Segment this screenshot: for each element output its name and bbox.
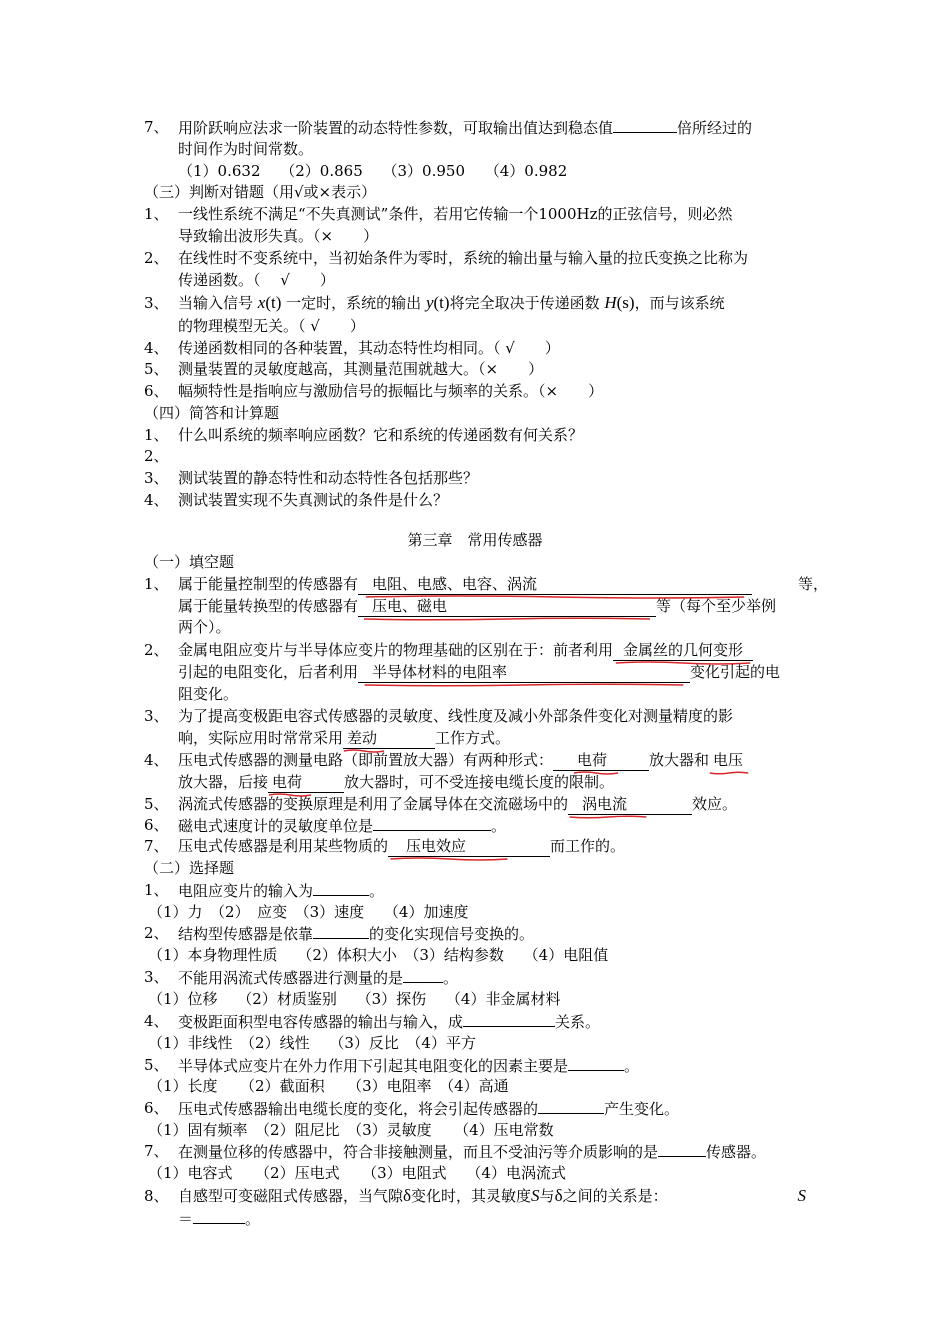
- question-text-cont: 的物理模型无关。（ √ ）: [178, 317, 365, 335]
- section-title: （四）简答和计算题: [144, 404, 280, 422]
- question-text: 压电式传感器的测量电路（即前置放大器）有两种形式： 电荷 放大器和 电压: [178, 750, 749, 770]
- section-title: （三）判断对错题（用√或×表示）: [144, 183, 377, 201]
- answer-underline: 电压: [709, 750, 749, 770]
- red-annotation-line: [358, 683, 690, 685]
- math-S: S: [531, 1186, 540, 1205]
- question-options: （1）非线性 （2）线性 （3）反比 （4）平方: [148, 1034, 476, 1052]
- question-text: 金属电阻应变片与半导体应变片的物理基础的区别在于：前者利用 金属丝的几何变形: [178, 640, 753, 660]
- math-x: x: [257, 293, 266, 312]
- question-text: 在线性时不变系统中，当初始条件为零时，系统的输出量与输入量的拉氏变换之比称为: [178, 249, 749, 267]
- question-number: 5、: [144, 360, 169, 378]
- question-text-cont: 放大器，后接 电荷 放大器时，可不受连接电缆长度的限制。: [178, 772, 614, 792]
- math-H: H: [604, 293, 617, 312]
- answer-blank: [538, 1098, 604, 1114]
- section-title: （一）填空题: [144, 553, 235, 571]
- answer-blank: [463, 1011, 555, 1027]
- question-options: （1）位移 （2）材质鉴别 （3）探伤 （4）非金属材料: [148, 990, 561, 1008]
- question-text: 磁电式速度计的灵敏度单位是 。: [178, 817, 507, 835]
- answer-underline: 半导体材料的电阻率: [358, 662, 690, 683]
- answer-blank: [613, 117, 677, 133]
- chapter-title: 第三章 常用传感器: [407, 531, 543, 549]
- question-number: 8、: [144, 1187, 169, 1205]
- question-text: 当输入信号 x(t) 一定时，系统的输出 y(t)将完全取决于传递函数 H(s)，而与该系统: [178, 293, 725, 312]
- question-text: 传递函数相同的各种装置，其动态特性均相同。（ √ ）: [178, 339, 560, 357]
- question-number: 6、: [144, 816, 169, 834]
- answer-underline: 压电效应: [388, 836, 550, 857]
- question-text-cont: 属于能量转换型的传感器有 压电、磁电 等（每个至少举例: [178, 596, 776, 616]
- question-text: 什么叫系统的频率响应函数？它和系统的传递函数有何关系？: [178, 426, 584, 444]
- question-text-cont: 传递函数。（ √ ）: [178, 271, 335, 289]
- question-options: （1）固有频率 （2）阻尼比 （3）灵敏度 （4）压电常数: [148, 1121, 554, 1139]
- red-annotation-line: [568, 815, 648, 817]
- question-number: 4、: [144, 339, 169, 357]
- question-number: 1、: [144, 575, 169, 593]
- question-number: 4、: [144, 1012, 169, 1030]
- question-text-cont: 引起的电阻变化，后者利用 半导体材料的电阻率 变化引起的电: [178, 662, 780, 682]
- math-delta: δ: [403, 1186, 412, 1205]
- question-text: 涡流式传感器的变换原理是利用了金属导体在交流磁场中的 涡电流 效应。: [178, 794, 737, 814]
- question-options: （1）0.632 （2）0.865 （3）0.950 （4）0.982: [178, 162, 568, 180]
- question-text: 压电式传感器是利用某些物质的 压电效应 而工作的。: [178, 836, 625, 856]
- answer-underline: 金属丝的几何变形: [613, 640, 753, 661]
- question-number: 2、: [144, 924, 169, 942]
- question-number: 2、: [144, 447, 169, 465]
- answer-blank: [403, 967, 443, 983]
- question-text: 半导体式应变片在外力作用下引起其电阻变化的因素主要是 。: [178, 1057, 640, 1075]
- question-text: 为了提高变极距电容式传感器的灵敏度、线性度及减小外部条件变化对测量精度的影: [178, 707, 734, 725]
- answer-underline: 涡电流: [568, 794, 692, 815]
- question-text-cont: 阻变化。: [178, 685, 239, 703]
- question-text: 压电式传感器输出电缆长度的变化，将会引起传感器的 产生变化。: [178, 1100, 680, 1118]
- red-annotation-line: [388, 857, 510, 859]
- question-number: 4、: [144, 491, 169, 509]
- question-text: 一线性系统不满足“不失真测试”条件，若用它传输一个1000Hz的正弦信号，则必然: [178, 205, 733, 223]
- question-number: 3、: [144, 469, 169, 487]
- question-number: 4、: [144, 751, 169, 769]
- answer-blank: [373, 815, 491, 831]
- question-number: 1、: [144, 881, 169, 899]
- question-options: （1）本身物理性质 （2）体积大小 （3）结构参数 （4）电阻值: [148, 946, 609, 964]
- question-options: （1）力 （2） 应变 （3）速度 （4）加速度: [148, 903, 469, 921]
- question-number: 3、: [144, 294, 169, 312]
- math-S: S: [797, 1186, 806, 1205]
- answer-underline: 压电、磁电: [358, 596, 656, 617]
- question-text-cont: ＝ 。: [178, 1210, 261, 1228]
- question-number: 7、: [144, 837, 169, 855]
- question-number: 5、: [144, 795, 169, 813]
- question-text: 用阶跃响应法求一阶装置的动态特性参数，可取输出值达到稳态值 倍所经过的: [178, 119, 753, 137]
- answer-underline: 电阻、电感、电容、涡流: [358, 574, 752, 595]
- red-annotation-line: [358, 617, 656, 619]
- question-text-cont: 导致输出波形失真。（× ）: [178, 227, 379, 245]
- question-number: 2、: [144, 641, 169, 659]
- question-number: 6、: [144, 382, 169, 400]
- question-text-cont: 时间作为时间常数。: [178, 140, 314, 158]
- answer-blank: [568, 1055, 624, 1071]
- question-text: 不能用涡流式传感器进行测量的是 。: [178, 969, 459, 987]
- question-text: 自感型可变磁阻式传感器，当气隙δ变化时，其灵敏度S与δ之间的关系是： S: [178, 1186, 806, 1205]
- answer-blank: [193, 1208, 245, 1224]
- answer-underline: 电荷: [268, 772, 344, 793]
- question-text: 属于能量控制型的传感器有 电阻、电感、电容、涡流 等，: [178, 574, 752, 594]
- question-number: 2、: [144, 249, 169, 267]
- question-text: 测量装置的灵敏度越高，其测量范围就越大。（× ）: [178, 360, 544, 378]
- question-options: （1）长度 （2）截面积 （3）电阻率 （4）高通: [148, 1077, 509, 1095]
- question-text: 在测量位移的传感器中，符合非接触测量，而且不受油污等介质影响的是 传感器。: [178, 1143, 767, 1161]
- question-text: 结构型传感器是依靠 的变化实现信号变换的。: [178, 925, 535, 943]
- question-text-cont: 响，实际应用时常常采用 差动 工作方式。: [178, 728, 510, 748]
- answer-blank: [313, 923, 369, 939]
- question-number: 1、: [144, 426, 169, 444]
- math-y: y: [425, 293, 434, 312]
- question-text: 测试装置实现不失真测试的条件是什么？: [178, 491, 449, 509]
- question-number: 1、: [144, 205, 169, 223]
- question-number: 6、: [144, 1099, 169, 1117]
- question-number: 7、: [144, 1142, 169, 1160]
- question-text-cont: 两个）。: [178, 618, 231, 636]
- question-number: 5、: [144, 1056, 169, 1074]
- red-annotation-line: [709, 771, 749, 773]
- answer-underline: 电荷: [553, 750, 649, 771]
- answer-underline: 差动: [343, 728, 435, 749]
- question-number: 3、: [144, 968, 169, 986]
- math-delta: δ: [554, 1186, 563, 1205]
- answer-blank: [658, 1141, 706, 1157]
- question-number: 3、: [144, 707, 169, 725]
- question-options: （1）电容式 （2）压电式 （3）电阻式 （4）电涡流式: [148, 1164, 566, 1182]
- section-title: （二）选择题: [144, 859, 235, 877]
- question-text: 变极距面积型电容传感器的输出与输入，成 关系。: [178, 1013, 601, 1031]
- question-text: 测试装置的静态特性和动态特性各包括那些？: [178, 469, 479, 487]
- answer-blank: [313, 880, 369, 896]
- question-text: 幅频特性是指响应与激励信号的振幅比与频率的关系。（× ）: [178, 382, 604, 400]
- question-text: 电阻应变片的输入为 。: [178, 882, 385, 900]
- question-number: 7、: [144, 118, 169, 136]
